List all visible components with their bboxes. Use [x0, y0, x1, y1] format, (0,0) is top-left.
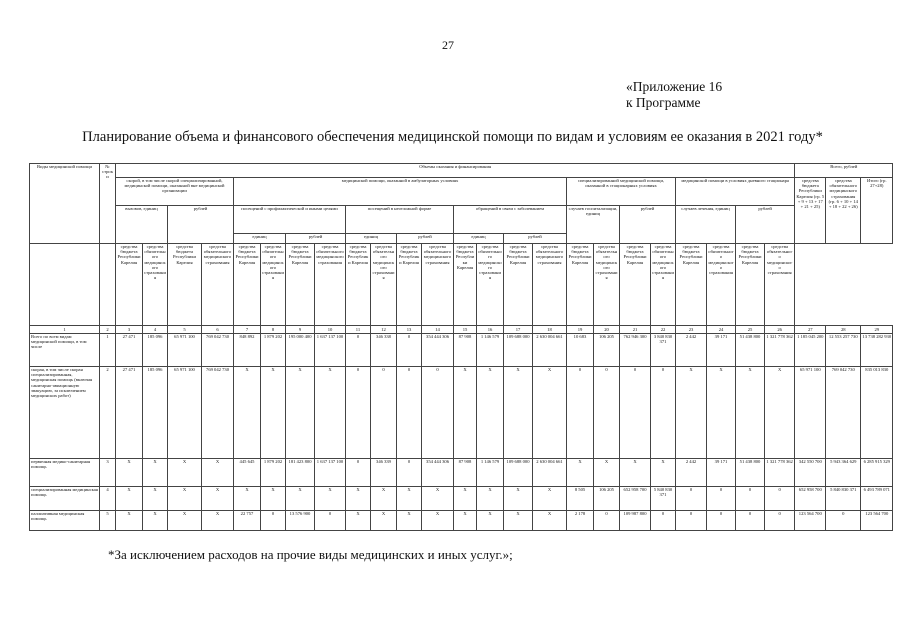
planning-table-container	[29, 163, 892, 536]
table-cell: 0	[346, 367, 371, 459]
table-cell: X	[397, 511, 422, 531]
header-c28: средства обязательного медицинского страхования (гр. 6 + 10 + 14 + 18 + 22 + 26)	[826, 178, 861, 244]
header-source-col-17: средства бюджета Республики Карелия	[504, 244, 533, 326]
table-cell: 123 564 700	[795, 511, 826, 531]
table-cell: 1 146 579	[477, 459, 504, 487]
table-cell: X	[651, 459, 676, 487]
table-cell: 0	[261, 511, 286, 531]
header-urgent-rubles: рублей	[397, 234, 454, 244]
column-number: 16	[477, 326, 504, 334]
table-cell: 181 423 800	[286, 459, 315, 487]
table-cell: 0	[765, 511, 795, 531]
table-cell: X	[533, 367, 567, 459]
column-number: 25	[736, 326, 765, 334]
table-cell: X	[707, 367, 736, 459]
header-source-col-4: средства обязательного медицинского страхования	[143, 244, 168, 326]
column-number: 8	[261, 326, 286, 334]
table-row	[30, 511, 893, 531]
table-cell: X	[371, 511, 397, 531]
table-cell: 1 185 045 200	[795, 334, 826, 367]
column-number: 27	[795, 326, 826, 334]
table-cell: 106 205	[594, 487, 620, 511]
header-c29: Итого (гр. 27+28)	[861, 178, 893, 244]
header-hosp-cases: случаев госпитализации, единиц	[567, 206, 620, 244]
table-cell: X	[168, 511, 202, 531]
column-number: 14	[422, 326, 454, 334]
table-cell: 195 000 400	[286, 334, 315, 367]
table-cell: 185 096	[143, 367, 168, 459]
header-source-col-8: средства обязательного медицинского страхования	[261, 244, 286, 326]
appendix-note	[626, 79, 722, 111]
header-prof-rubles: рублей	[286, 234, 346, 244]
appendix-line-2: к Программе	[626, 95, 701, 110]
table-cell: 2	[100, 367, 116, 459]
header-source-col-18: средства обязательного медицинского страхования	[533, 244, 567, 326]
table-cell: 2 178	[567, 511, 594, 531]
table-cell: X	[168, 487, 202, 511]
header-source-col-19: средства бюджета Республики Карелия	[567, 244, 594, 326]
table-cell: X	[533, 487, 567, 511]
table-cell: 6 285 915 329	[861, 459, 893, 487]
table-cell: 65 971 100	[168, 367, 202, 459]
header-appeals: обращений в связи с заболеванием	[454, 206, 567, 234]
table-cell: X	[454, 487, 477, 511]
table-cell: 342 550 700	[795, 459, 826, 487]
table-cell: X	[234, 367, 261, 459]
header-visits-prof: посещений с профилактической и иными целями	[234, 206, 346, 234]
column-number: 29	[861, 326, 893, 334]
table-cell: 13 576 900	[286, 511, 315, 531]
page-number: 27	[442, 38, 454, 52]
table-cell: X	[116, 487, 143, 511]
footnote: *За исключением расходов на прочие виды медицинских и иных услуг.»;	[108, 547, 513, 562]
table-cell: X	[202, 459, 234, 487]
column-number: 21	[620, 326, 651, 334]
header-source-col-22: средства обязательного медицинского страхования	[651, 244, 676, 326]
header-ambulance-rubles: рублей	[168, 206, 234, 244]
table-cell: 1 879 202	[261, 459, 286, 487]
row-label: специализированная медицинская помощь	[30, 487, 100, 511]
table-cell: 1 321 778 362	[765, 459, 795, 487]
table-cell: 3	[100, 459, 116, 487]
table-cell: X	[504, 367, 533, 459]
column-number: 11	[346, 326, 371, 334]
table-cell: 1 879 202	[261, 334, 286, 367]
table-cell: 354 444 306	[422, 459, 454, 487]
table-cell: 769 042 730	[826, 367, 861, 459]
header-source-col-13: средства бюджета Республики Карелия	[397, 244, 422, 326]
table-cell: 65 971 100	[795, 367, 826, 459]
header-source-col-20: средства обязательного медицинского страхования	[594, 244, 620, 326]
header-spec-rubles: рублей	[620, 206, 676, 244]
table-cell: X	[765, 367, 795, 459]
table-cell: 6 493 789 071	[861, 487, 893, 511]
column-number: 18	[533, 326, 567, 334]
table-cell: 0	[736, 511, 765, 531]
table-cell: 2 630 004 661	[533, 459, 567, 487]
table-row	[30, 487, 893, 511]
header-source-col-10: средства обязательного медицинского страхования	[315, 244, 346, 326]
column-number: 26	[765, 326, 795, 334]
column-number: 7	[234, 326, 261, 334]
header-prof-units: единиц	[234, 234, 286, 244]
table-cell: X	[620, 459, 651, 487]
table-cell: 8 505	[567, 487, 594, 511]
table-cell: 0	[736, 487, 765, 511]
header-source-col-6: средства обязательного медицинского страхования	[202, 244, 234, 326]
table-cell: X	[202, 511, 234, 531]
table-cell: 445 645	[234, 459, 261, 487]
header-source-col-12: средства обязательного медицинского страхования	[371, 244, 397, 326]
document-title: Планирование объема и финансового обеспечения медицинской помощи по видам и условиям ее оказания в 2021 году*	[82, 129, 823, 145]
table-cell: X	[477, 487, 504, 511]
table-cell: 1 637 137 100	[315, 334, 346, 367]
table-cell: 39 171	[707, 459, 736, 487]
table-cell: X	[346, 511, 371, 531]
table-cell: 2 442	[676, 334, 707, 367]
table-cell: 1	[100, 334, 116, 367]
table-cell: X	[504, 487, 533, 511]
table-cell: X	[116, 511, 143, 531]
row-label: первичная медико-санитарная помощь	[30, 459, 100, 487]
header-total: Всего, рублей	[795, 164, 893, 178]
table-cell: 109 688 000	[504, 459, 533, 487]
table-cell: 39 171	[707, 334, 736, 367]
column-number: 1	[30, 326, 100, 334]
header-ambulance: скорой, в том числе скорой специализированной, медицинской помощи, оказанной вне медицинской организации	[116, 178, 234, 206]
header-dayhosp: медицинской помощи в условиях дневного стационара	[676, 178, 795, 206]
table-cell: 0	[707, 487, 736, 511]
header-appeal-rubles: рублей	[504, 234, 567, 244]
row-label: скорая, в том числе скорая специализированная, медицинская помощь (включая санитарно-авиационную эвакуацию, за исключением медицинских работ)	[30, 367, 100, 459]
table-cell: X	[315, 487, 346, 511]
table-cell: X	[286, 487, 315, 511]
table-cell: 2 442	[676, 459, 707, 487]
table-row	[30, 334, 893, 367]
table-cell: 1 637 137 100	[315, 459, 346, 487]
header-specialized: специализированной медицинской помощи, оказанной в стационарных условиях	[567, 178, 676, 206]
table-cell: 0	[826, 511, 861, 531]
table-cell: 87 908	[454, 334, 477, 367]
column-number: 3	[116, 326, 143, 334]
table-cell: 5 943 364 629	[826, 459, 861, 487]
table-cell: X	[397, 487, 422, 511]
table-cell: X	[454, 511, 477, 531]
table-cell: X	[346, 487, 371, 511]
column-number: 28	[826, 326, 861, 334]
table-cell: 51 438 800	[736, 334, 765, 367]
table-cell: 109 688 000	[504, 334, 533, 367]
header-visits-urgent: посещений в неотложной форме	[346, 206, 454, 234]
table-cell: 13 738 282 930	[861, 334, 893, 367]
table-cell: 10 683	[567, 334, 594, 367]
column-number: 6	[202, 326, 234, 334]
table-cell: X	[504, 511, 533, 531]
table-cell: 769 042 730	[202, 367, 234, 459]
table-cell: X	[168, 459, 202, 487]
table-cell: 0	[594, 511, 620, 531]
header-source-col-14: средства обязательного медицинского страхования	[422, 244, 454, 326]
table-cell: X	[315, 367, 346, 459]
header-source-spacer-2	[100, 244, 116, 326]
column-number: 13	[397, 326, 422, 334]
table-cell: 185 096	[143, 334, 168, 367]
table-cell: 3 840 830 371	[651, 334, 676, 367]
header-appeal-units: единиц	[454, 234, 504, 244]
header-row-no: № строки	[100, 164, 116, 244]
table-cell: 65 971 100	[168, 334, 202, 367]
table-cell: 652 958 700	[620, 487, 651, 511]
table-cell: X	[477, 511, 504, 531]
table-cell: X	[477, 367, 504, 459]
table-cell: 5 840 830 371	[651, 487, 676, 511]
table-row	[30, 367, 893, 459]
header-volumes: Объемы оказания и финансирования	[116, 164, 795, 178]
header-source-spacer-1	[30, 244, 100, 326]
header-source-col-7: средства бюджета Республики Карелия	[234, 244, 261, 326]
table-cell: 2 630 004 661	[533, 334, 567, 367]
table-cell: X	[286, 367, 315, 459]
table-cell: 346 339	[371, 459, 397, 487]
table-cell: 0	[315, 511, 346, 531]
table-cell: X	[422, 511, 454, 531]
column-number: 24	[707, 326, 736, 334]
table-cell: 27 471	[116, 334, 143, 367]
table-cell: X	[676, 367, 707, 459]
column-number: 2	[100, 326, 116, 334]
table-cell: X	[143, 511, 168, 531]
table-cell: X	[261, 487, 286, 511]
column-number: 12	[371, 326, 397, 334]
header-types: Виды медицинской помощи	[30, 164, 100, 244]
table-cell: 1 146 579	[477, 334, 504, 367]
header-outpatient: медицинской помощи, оказанной в амбулаторных условиях	[234, 178, 567, 206]
table-cell: 4	[100, 487, 116, 511]
header-source-col-9: средства бюджета Республики Карелия	[286, 244, 315, 326]
table-cell: 1 321 778 362	[765, 334, 795, 367]
table-cell: 106 205	[594, 334, 620, 367]
table-cell: 848 892	[234, 334, 261, 367]
header-urgent-units: единиц	[346, 234, 397, 244]
header-source-col-11: средства бюджета Республики Карелия	[346, 244, 371, 326]
table-cell: X	[202, 487, 234, 511]
table-cell: 0	[594, 367, 620, 459]
table-cell: 0	[371, 367, 397, 459]
column-number: 10	[315, 326, 346, 334]
header-c27: средства бюджета Республики Карелия (гр. 5 + 9 + 13 + 17 + 21 + 25)	[795, 178, 826, 244]
column-number: 17	[504, 326, 533, 334]
header-calls-units: вызовов, единиц	[116, 206, 168, 244]
header-source-col-23: средства бюджета Республики Карелия	[676, 244, 707, 326]
table-cell: 835 013 830	[861, 367, 893, 459]
planning-table	[29, 163, 893, 531]
header-source-col-3: средства бюджета Республики Карелия	[116, 244, 143, 326]
column-number: 15	[454, 326, 477, 334]
table-cell: 0	[651, 367, 676, 459]
header-source-col-21: средства бюджета Республики Карелия	[620, 244, 651, 326]
appendix-line-1: «Приложение 16	[626, 79, 723, 94]
table-cell: 652 958 700	[795, 487, 826, 511]
table-cell: 5 840 830 371	[826, 487, 861, 511]
table-cell: X	[422, 487, 454, 511]
table-cell: 22 757	[234, 511, 261, 531]
table-cell: 12 553 257 730	[826, 334, 861, 367]
table-cell: 0	[707, 511, 736, 531]
table-cell: 762 946 300	[620, 334, 651, 367]
column-number: 5	[168, 326, 202, 334]
table-row	[30, 459, 893, 487]
table-cell: 0	[397, 459, 422, 487]
table-cell: 0	[346, 334, 371, 367]
table-cell: 109 987 800	[620, 511, 651, 531]
column-number: 9	[286, 326, 315, 334]
table-cell: 0	[676, 511, 707, 531]
column-number: 22	[651, 326, 676, 334]
table-cell: X	[371, 487, 397, 511]
table-cell: 354 444 306	[422, 334, 454, 367]
header-source-col-24: средства обязательного медицинского страхования	[707, 244, 736, 326]
table-cell: 0	[397, 334, 422, 367]
table-cell: 0	[422, 367, 454, 459]
table-cell: X	[533, 511, 567, 531]
table-cell: 0	[620, 367, 651, 459]
column-number: 4	[143, 326, 168, 334]
table-cell: 0	[346, 459, 371, 487]
table-cell: X	[454, 367, 477, 459]
table-cell: 123 564 700	[861, 511, 893, 531]
table-cell: X	[567, 459, 594, 487]
table-cell: 0	[651, 511, 676, 531]
header-treat-cases: случаев лечения, единиц	[676, 206, 736, 244]
table-cell: 51 438 800	[736, 459, 765, 487]
header-source-col-25: средства бюджета Республики Карелия	[736, 244, 765, 326]
table-cell: X	[261, 367, 286, 459]
table-cell: X	[143, 487, 168, 511]
table-cell: 346 338	[371, 334, 397, 367]
table-cell: X	[594, 459, 620, 487]
column-number: 23	[676, 326, 707, 334]
table-cell: 27 471	[116, 367, 143, 459]
table-cell: 5	[100, 511, 116, 531]
table-cell: 0	[676, 487, 707, 511]
table-cell: 0	[397, 367, 422, 459]
table-cell: X	[116, 459, 143, 487]
column-number: 20	[594, 326, 620, 334]
row-label: Всего по всем видам медицинской помощи, в том числе	[30, 334, 100, 367]
header-source-col-16: средства обязательного медицинского страхования	[477, 244, 504, 326]
table-cell: 769 042 730	[202, 334, 234, 367]
header-day-rubles: рублей	[736, 206, 795, 244]
column-number: 19	[567, 326, 594, 334]
table-cell: X	[143, 459, 168, 487]
header-source-col-5: средства бюджета Республики Карелия	[168, 244, 202, 326]
table-cell: 0	[765, 487, 795, 511]
table-cell: X	[234, 487, 261, 511]
table-cell: X	[736, 367, 765, 459]
row-label: паллиативная медицинская помощь	[30, 511, 100, 531]
table-cell: 0	[567, 367, 594, 459]
header-source-col-15: средства бюджета Республики Карелия	[454, 244, 477, 326]
header-source-col-26: средства обязательного медицинского страхования	[765, 244, 795, 326]
table-cell: 87 908	[454, 459, 477, 487]
